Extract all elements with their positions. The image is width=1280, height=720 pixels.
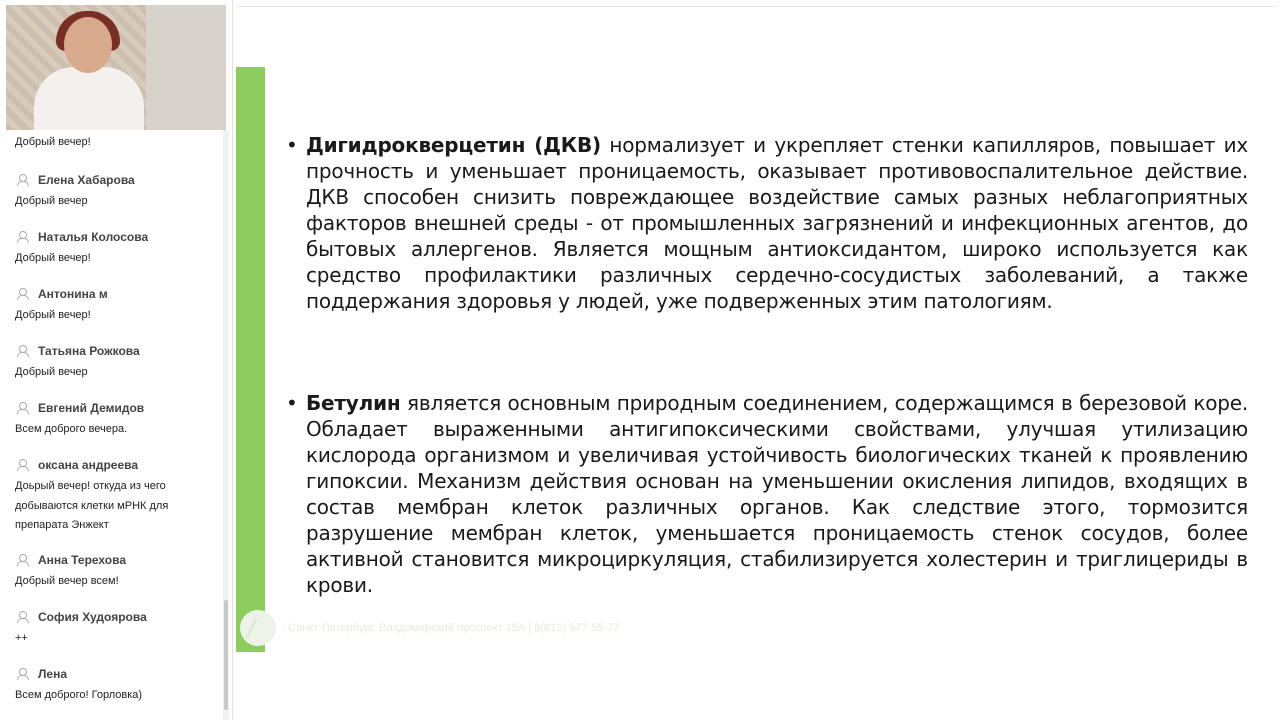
user-icon (16, 668, 30, 680)
user-icon (16, 459, 30, 471)
bullet-marker: • (286, 391, 298, 415)
chat-message-text: Добрый вечер! (15, 309, 91, 321)
user-icon (16, 402, 30, 414)
chat-author: Лена (38, 667, 68, 681)
chat-author: Наталья Колосова (38, 230, 149, 244)
chat-message-text: ++ (15, 632, 28, 644)
chat-author: Евгений Демидов (38, 401, 145, 415)
chat-author: Татьяна Рожкова (38, 344, 140, 358)
bullet-marker: • (286, 133, 298, 157)
chat-author: Антонина м (38, 287, 108, 301)
bullet-description: нормализует и укрепляет стенки капилляров, повышает их прочность и уменьшает проницаемость, оказывает противовоспалительное действие. ДКВ способен снизить повреждающее воздействие самых разных неблагоприятных факторов внешней среды - от промышленных загрязнений и инфекционных агентов, до бытовых аллергенов. Является мощным антиоксидантом, широко используется как средство профилактики различных сердечно-сосудистых заболеваний, а также поддержания здоровья у людей, уже подверженных этим патологиям. (306, 133, 1249, 313)
chat-scrollbar[interactable] (223, 130, 229, 720)
webcam-video[interactable] (6, 5, 226, 130)
user-icon (16, 611, 30, 623)
bullet-paragraph (306, 390, 1248, 598)
company-logo-icon (240, 610, 276, 646)
bullet-term: Дигидрокверцетин (ДКВ) (306, 133, 601, 157)
chat-message-text: Доьрый вечер! откуда из чего добываются клетки мРНК для препарата Энжект (15, 480, 169, 531)
user-icon (16, 345, 30, 357)
user-icon (16, 174, 30, 186)
chat-message-text: Всем доброго вечера. (15, 423, 128, 435)
chat-author: Анна Терехова (38, 553, 127, 567)
presentation-slide (236, 6, 1276, 715)
chat-author: Елена Хабарова (38, 173, 135, 187)
presenter-body (34, 67, 144, 130)
chat-message-text: Всем доброго! Горловка) (15, 689, 143, 701)
chat-author: оксана андреева (38, 458, 139, 472)
footer-address: Санкт-Петербург, Владимирский проспект 15А | 8(812) 577-55-77 (288, 622, 620, 634)
chat-message-text: Добрый вечер! (15, 252, 91, 264)
chat-author: София Худоярова (38, 610, 147, 624)
bullet-description: является основным природным соединением, содержащимся в березовой коре. Обладает выраженными антигипоксическими свойствами, улучшая утилизацию кислорода организмом и увеличивая устойчивость биологических тканей к проявлению гипоксии. Механизм действия основан на уменьшении окисления липидов, входящих в состав мембран клеток различных органов. Как следствие этого, тормозится разрушение мембран клеток, уменьшается проницаемость стенок сосудов, более активной становится микроциркуляция, стабилизируется холестерин и триглицериды в крови. (306, 391, 1248, 597)
slide-footer (240, 610, 619, 646)
bullet-paragraph (306, 132, 1248, 314)
user-icon (16, 554, 30, 566)
user-icon (16, 288, 30, 300)
chat-message-text: Добрый вечер всем! (15, 575, 119, 587)
chat-panel (0, 0, 233, 720)
slide-accent-bar (236, 67, 265, 652)
chat-message-text: Добрый вечер (15, 366, 88, 378)
chat-message-text: Добрый вечер! (15, 136, 91, 148)
presenter-head (64, 17, 112, 73)
chat-scroll-thumb[interactable] (224, 600, 228, 710)
bullet-term: Бетулин (306, 391, 401, 415)
video-curtain (146, 5, 226, 130)
chat-message-text: Добрый вечер (15, 195, 88, 207)
user-icon (16, 231, 30, 243)
